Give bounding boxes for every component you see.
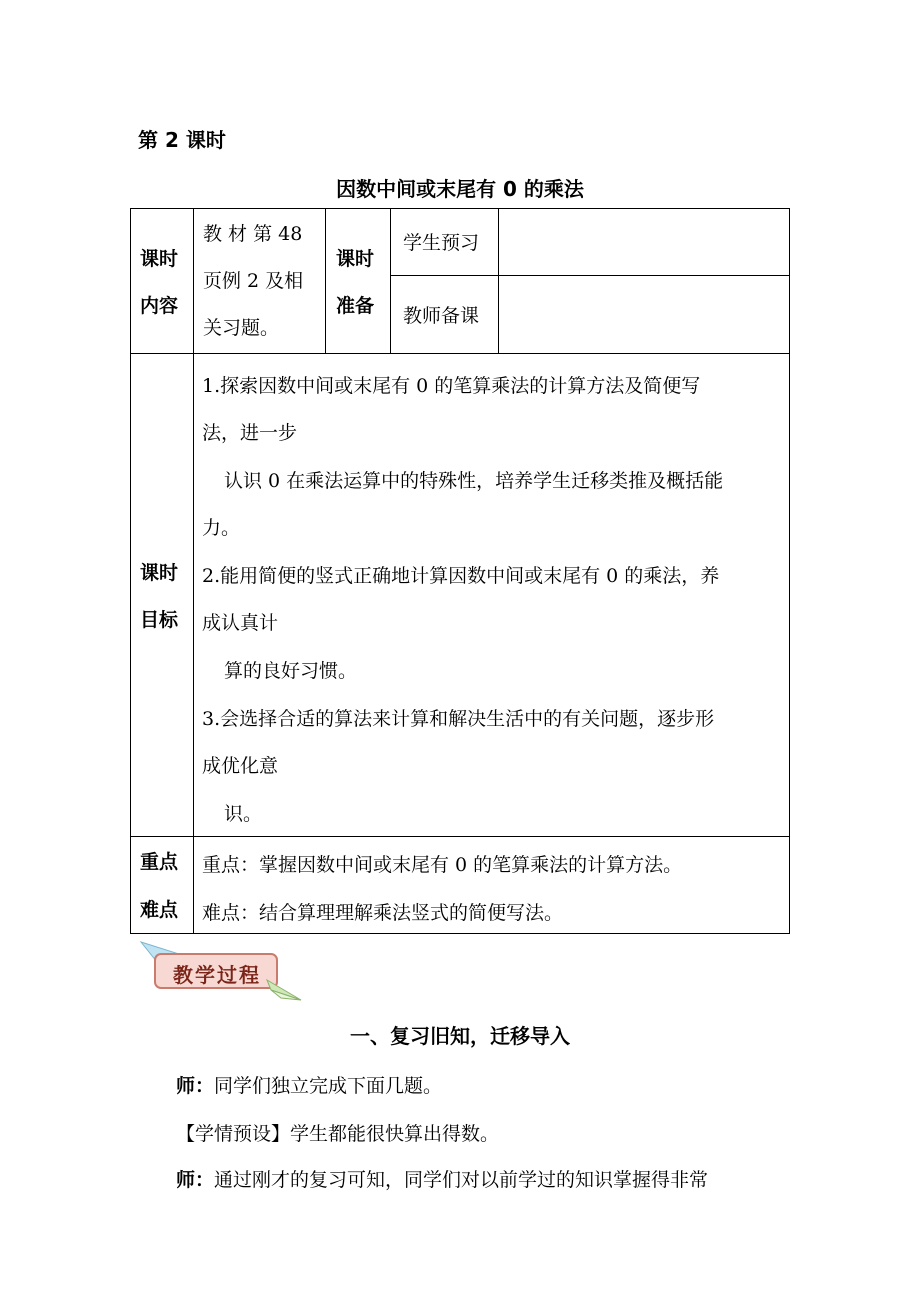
goal-line-3: 认识 0 在乘法运算中的特殊性，培养学生迁移类推及概括能 xyxy=(224,470,724,492)
goal-line-4: 力。 xyxy=(202,517,241,539)
key-point: 重点：掌握因数中间或末尾有 0 的笔算乘法的计算方法。 xyxy=(202,854,683,876)
content-line-2: 页例 2 及相 xyxy=(203,270,304,292)
teacher-prep-label: 教师备课 xyxy=(403,305,480,327)
section-heading: 一、复习旧知，迁移导入 xyxy=(350,1024,570,1048)
goal-line-1: 1.探索因数中间或末尾有 0 的笔算乘法的计算方法及简便写 xyxy=(202,375,701,397)
goal-line-5: 2.能用简便的竖式正确地计算因数中间或末尾有 0 的乘法，养 xyxy=(202,565,720,587)
student-prep-value xyxy=(500,212,788,274)
student-prep-label: 学生预习 xyxy=(403,232,480,254)
difficult-point: 难点：结合算理理解乘法竖式的简便写法。 xyxy=(202,902,564,924)
goal-line-6: 成认真计 xyxy=(202,612,279,634)
prep-label: 课时 xyxy=(336,248,375,270)
lesson-number: 第 2 课时 xyxy=(138,128,226,152)
content-label-2: 内容 xyxy=(140,295,179,317)
key-label: 重点 xyxy=(140,851,179,873)
goal-line-9: 成优化意 xyxy=(202,755,279,777)
key-label-2: 难点 xyxy=(140,899,179,921)
paragraph-2: 【学情预设】学生都能很快算出得数。 xyxy=(176,1123,500,1145)
goal-label: 课时 xyxy=(140,562,179,584)
paragraph-3 xyxy=(176,1165,708,1192)
content-line-3: 关习题。 xyxy=(203,317,280,339)
goal-line-2: 法，进一步 xyxy=(202,422,298,444)
goal-line-8: 3.会选择合适的算法来计算和解决生活中的有关问题，逐步形 xyxy=(202,708,715,730)
goal-label-2: 目标 xyxy=(140,609,179,631)
content-label: 课时 xyxy=(140,248,179,270)
paragraph-text: 通过刚才的复习可知，同学们对以前学过的知识掌握得非常 xyxy=(214,1169,709,1191)
lesson-title: 因数中间或末尾有 0 的乘法 xyxy=(336,177,584,201)
teaching-process-banner xyxy=(139,940,304,1002)
goal-line-10: 识。 xyxy=(224,803,263,825)
speaker-label: 师： xyxy=(176,1169,215,1191)
paragraph-1 xyxy=(176,1071,442,1098)
paragraph-text: 同学们独立完成下面几题。 xyxy=(214,1075,443,1097)
banner-label: 教学过程 xyxy=(173,963,261,987)
speaker-label: 师： xyxy=(176,1075,215,1097)
goal-line-7: 算的良好习惯。 xyxy=(224,660,358,682)
content-line-1: 教 材 第 48 xyxy=(203,223,303,245)
teacher-prep-value xyxy=(500,278,788,352)
prep-label-2: 准备 xyxy=(336,295,375,317)
